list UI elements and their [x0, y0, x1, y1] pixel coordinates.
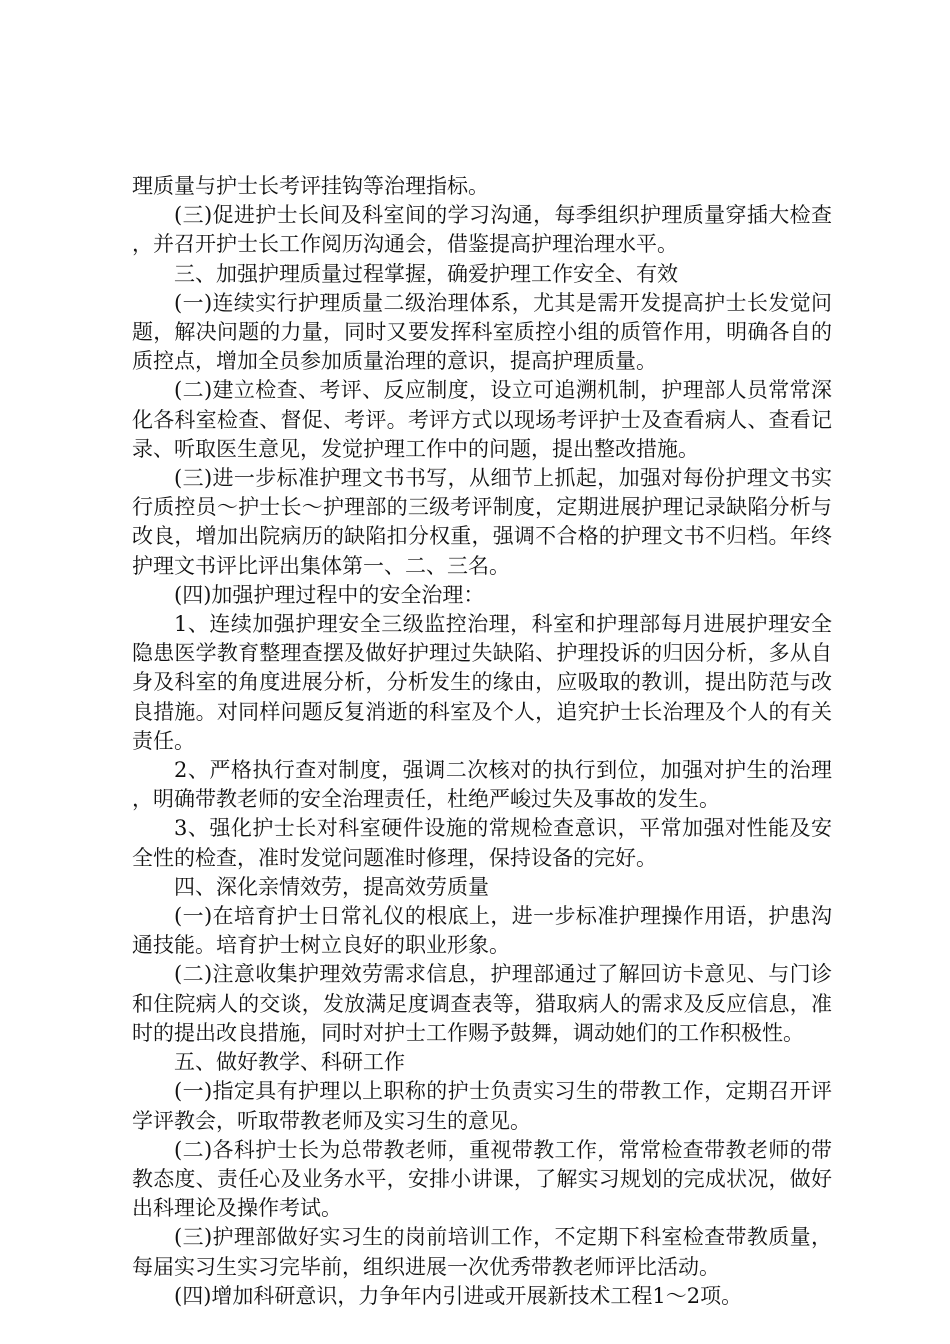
section-heading: 三、加强护理质量过程掌握，确爱护理工作安全、有效 [174, 261, 678, 286]
paragraph: (二)建立检查、考评、反应制度，设立可追溯机制，护理部人员常常深化各科室检查、督促、考评。考评方式以现场考评护士及查看病人、查看记录、听取医生意见，发觉护理工作中的问题，提出整改措施。 [132, 378, 832, 461]
subsection-heading: (四)加强护理过程中的安全治理： [174, 582, 485, 607]
paragraph: (一)连续实行护理质量二级治理体系，尤其是需开发提高护士长发觉问题，解决问题的力量，同时又要发挥科室质控小组的质管作用，明确各自的质控点，增加全员参加质量治理的意识，提高护理质量。 [132, 290, 832, 374]
section-heading: 四、深化亲情效劳，提高效劳质量 [174, 874, 489, 899]
paragraph: (一)指定具有护理以上职称的护士负责实习生的带教工作，定期召开评学评教会，听取带教老师及实习生的意见。 [132, 1079, 832, 1133]
paragraph: (三)促进护士长间及科室间的学习沟通，每季组织护理质量穿插大检查，并召开护士长工作阅历沟通会，借鉴提高护理治理水平。 [132, 203, 832, 257]
paragraph: (四)增加科研意识，力争年内引进或开展新技术工程1～2项。 [174, 1283, 743, 1308]
section-heading: 五、做好教学、科研工作 [174, 1050, 405, 1075]
paragraph: 3、强化护士长对科室硬件设施的常规检查意识，平常加强对性能及安全性的检查，准时发觉问题准时修理，保持设备的完好。 [132, 816, 832, 870]
document-body [132, 172, 832, 1311]
paragraph: (三)进一步标准护理文书书写，从细节上抓起，加强对每份护理文书实行质控员～护士长～护理部的三级考评制度，定期进展护理记录缺陷分析与改良，增加出院病历的缺陷扣分权重，强调不合格的护理文书不归档。年终护理文书评比评出集体第一、二、三名。 [132, 466, 832, 578]
paragraph: 2、严格执行查对制度，强调二次核对的执行到位，加强对护生的治理，明确带教老师的安全治理责任，杜绝严峻过失及事故的发生。 [132, 758, 832, 812]
paragraph: (三)护理部做好实习生的岗前培训工作，不定期下科室检查带教质量，每届实习生实习完毕前，组织进展一次优秀带教老师评比活动。 [132, 1225, 832, 1279]
paragraph: 1、连续加强护理安全三级监控治理，科室和护理部每月进展护理安全隐患医学教育整理查摆及做好护理过失缺陷、护理投诉的归因分析，多从自身及科室的角度进展分析，分析发生的缘由，应吸取的教训，提出防范与改良措施。对同样问题反复消逝的科室及个人，追究护士长治理及个人的有关责任。 [132, 612, 832, 753]
paragraph: 理质量与护士长考评挂钩等治理指标。 [132, 174, 489, 198]
paragraph: (二)注意收集护理效劳需求信息，护理部通过了解回访卡意见、与门诊和住院病人的交谈，发放满足度调查表等，猎取病人的需求及反应信息，准时的提出改良措施，同时对护士工作赐予鼓舞，调动她们的工作积极性。 [132, 962, 832, 1045]
paragraph: (一)在培育护士日常礼仪的根底上，进一步标准护理操作用语，护患沟通技能。培育护士树立良好的职业形象。 [132, 904, 832, 958]
paragraph: (二)各科护士长为总带教老师，重视带教工作，常常检查带教老师的带教态度、责任心及业务水平，安排小讲课，了解实习规划的完成状况，做好出科理论及操作考试。 [132, 1137, 832, 1221]
